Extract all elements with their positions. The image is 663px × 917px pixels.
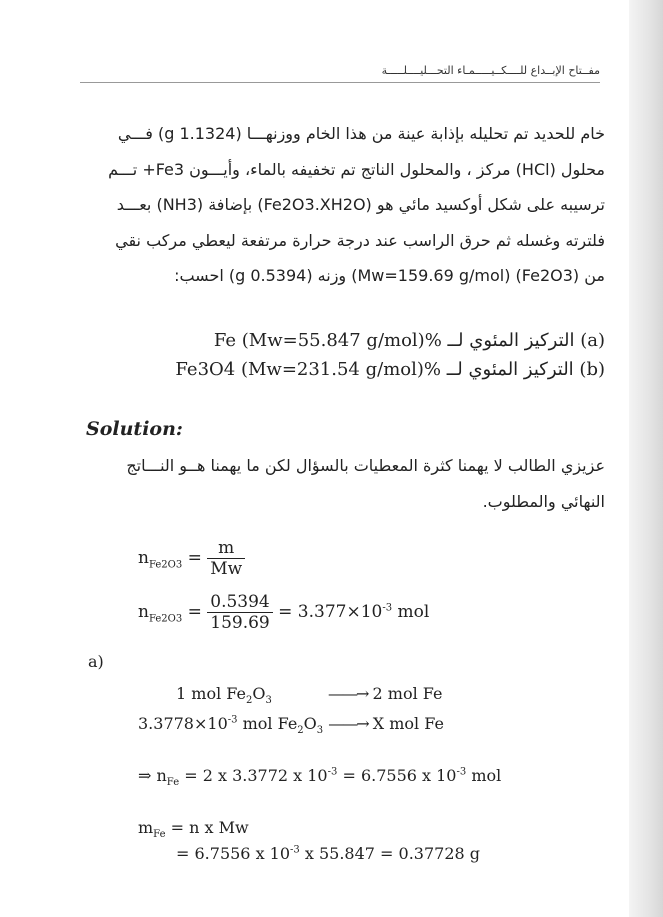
nfe-subscript: Fe bbox=[166, 777, 180, 789]
stoich-2-right: X mol Fe bbox=[372, 714, 444, 733]
part-b: (b) التركيز المئوي لــ %Fe3O4 (Mw=231.54 g/mol) bbox=[175, 359, 605, 380]
question-parts bbox=[80, 326, 605, 384]
stoich-line-2: $3.3778\times 10^{-3}$ mol $Fe_2O_3$ ——→ X mol Fe bbox=[138, 714, 444, 737]
nfe-part-d: mol bbox=[466, 766, 502, 785]
nfe-part-c: = 6.7556 x 10 bbox=[337, 766, 457, 785]
numeric-denominator: 159.69 bbox=[210, 613, 270, 633]
mass-over-mw-fraction bbox=[207, 538, 245, 579]
mfe-subscript: Fe bbox=[153, 829, 166, 841]
stoich-2-exp: -3 bbox=[227, 714, 238, 726]
problem-line-4: فلترته وغسله ثم حرق الراسب عند درجة حرارة مرتفعة ليعطي مركب نقي bbox=[115, 230, 605, 250]
mfe-formula bbox=[138, 818, 249, 840]
problem-line-2: محلول (HCl) مركز ، والمحلول الناتج تم تخفيفه بالماء، وأيـــون Fe3+ تـــم bbox=[108, 159, 605, 179]
mfe-calc-exp: -3 bbox=[290, 844, 300, 856]
part-a: (a) التركيز المئوي لــ %Fe (Mw=55.847 g/mol) bbox=[213, 330, 605, 351]
fraction-numerator: m bbox=[207, 538, 245, 559]
header-rule bbox=[80, 82, 600, 83]
solution-intro bbox=[80, 448, 605, 520]
problem-line-5: من (Fe2O3) (Mw=159.69 g/mol) وزنه (0.5394 g) احسب: bbox=[174, 266, 605, 285]
stoich-1-right: 2 mol Fe bbox=[372, 684, 443, 703]
solution-title: Solution: bbox=[86, 418, 183, 440]
nfe-prefix: ⇒ n bbox=[138, 766, 167, 785]
running-header: مفــتاح الإبــداع للــــكــيـــــمـاء التحـــليــــلـــــة bbox=[381, 64, 600, 77]
mfe-calculation bbox=[176, 844, 480, 863]
solution-intro-line-1: عزيزي الطالب لا يهمنا كثرة المعطيات بالسؤال لكن ما يهمنا هــو النـــاتج bbox=[126, 456, 605, 475]
part-a-label: a) bbox=[88, 652, 104, 671]
nfe-exp-1: -3 bbox=[327, 766, 338, 778]
stoich-2-left: 3.3778×10 bbox=[138, 714, 228, 733]
n-symbol-2: n bbox=[138, 602, 149, 622]
numeric-fraction bbox=[207, 592, 272, 633]
stoich-line-1: 1 mol $Fe_2O_3$ ——→ 2 mol Fe bbox=[176, 684, 443, 707]
n-subscript: Fe2O3 bbox=[148, 559, 183, 571]
mole-result: = 3.377×10 bbox=[278, 602, 383, 622]
mfe-calc-a: = 6.7556 x 10 bbox=[176, 844, 291, 863]
problem-line-3: ترسيبه على شكل أوكسيد مائي هو (Fe2O3.XH2O) بإضافة (NH3) بعـــد bbox=[116, 195, 605, 214]
mole-calculation bbox=[138, 592, 429, 633]
mole-formula bbox=[138, 538, 245, 579]
equals-sign: = bbox=[187, 548, 202, 568]
arrow-icon: ——→ bbox=[328, 684, 368, 703]
arrow-icon-2: ——→ bbox=[328, 714, 368, 733]
mole-result-unit: mol bbox=[392, 602, 430, 622]
mfe-formula-rhs: = n x Mw bbox=[165, 818, 249, 837]
page-edge-shadow bbox=[629, 0, 663, 917]
stoich-1-sub-2: 2 bbox=[245, 695, 253, 707]
stoich-2-mid: mol Fe bbox=[237, 714, 298, 733]
nfe-exp-2: -3 bbox=[456, 766, 467, 778]
stoich-2-sub-2: 2 bbox=[297, 725, 304, 737]
stoich-1-sub-3: 3 bbox=[265, 695, 272, 707]
n-subscript-2: Fe2O3 bbox=[148, 613, 183, 625]
stoich-1-left: 1 mol Fe bbox=[176, 684, 246, 703]
mfe-calc-b: x 55.847 = 0.37728 g bbox=[299, 844, 481, 863]
equals-sign-2: = bbox=[187, 602, 202, 622]
n-symbol: n bbox=[138, 548, 149, 568]
nfe-part-b: = 2 x 3.3772 x 10 bbox=[179, 766, 328, 785]
fraction-denominator: Mw bbox=[210, 559, 243, 579]
stoich-2-sub-3: 3 bbox=[316, 725, 324, 737]
solution-intro-line-2: النهائي والمطلوب. bbox=[482, 492, 605, 511]
mfe-symbol: m bbox=[138, 818, 154, 837]
problem-line-1: خام للحديد تم تحليله بإذابة عينة من هذا الخام ووزنهـــا (1.1324 g) فـــي bbox=[117, 124, 605, 143]
mole-result-exponent: -3 bbox=[382, 602, 393, 614]
problem-statement bbox=[80, 116, 605, 294]
nfe-calculation bbox=[138, 766, 501, 788]
numeric-numerator: 0.5394 bbox=[207, 592, 272, 613]
